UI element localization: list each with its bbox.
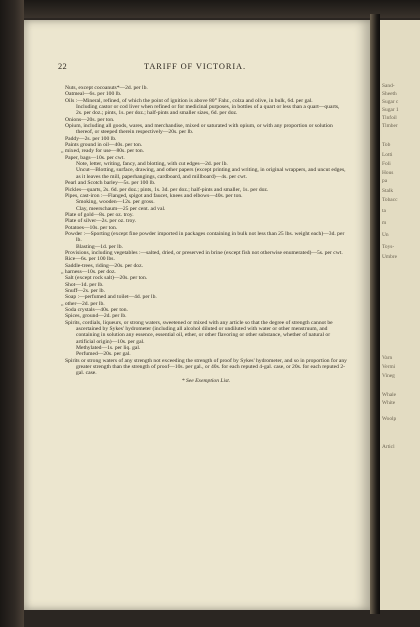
next-page-fragment: Hous — [382, 170, 394, 176]
tariff-entries — [61, 85, 347, 390]
entry-potatoes: Potatoes—10s. per ton. — [65, 224, 118, 231]
entry-salt: Salt (except rock salt)—20s. per ton. — [65, 275, 148, 282]
entry-snuff: Snuff—2s. per lb. — [65, 288, 105, 294]
page-title: TARIFF OF VICTORIA. — [144, 62, 246, 71]
entry-plate-silver: Plate of silver—2s. per oz. troy. — [65, 218, 137, 225]
next-page-fragment: Timber — [382, 123, 398, 129]
entry-powder: Powder :—Sporting (except fine powder imported in packages containing in bulk not less than 25 lbs. weight each)—3d. per lb. — [65, 230, 345, 244]
entry-oatmeal: Oatmeal—6s. per 100 lb. — [65, 91, 122, 98]
footnote: * See Exemption List. — [181, 377, 231, 384]
entry-spices: Spices, ground—2d. per lb. — [65, 313, 127, 320]
entry-paper-note: Note, letter, writing, fancy, and blotting, with cut edges—2d. per lb. — [76, 161, 228, 168]
entry-saddle-trees: Saddle-trees, riding—20s. per doz. — [65, 262, 143, 269]
entry-paper-uncut: Uncut—Blotting, surface, drawing, and other papers (except printing and writing, in original wrappers, and uncut edges, as it leaves the mill, paperhangings, cardboard, and millboard)—4s. per cwt. — [76, 167, 346, 180]
next-page-fragment: ta — [382, 208, 386, 214]
entry-powder-blasting: Blasting—1d. per lb. — [76, 243, 123, 250]
entry-rice: Rice—6s. per 100 lbs. — [65, 256, 115, 263]
next-page-fragment: Vermi — [382, 364, 396, 370]
entry-provisions: Provisions, including vegetables :—salted, dried, or preserved in brine (except fish not otherwise enumerated)—5s. per cwt. — [65, 249, 343, 256]
entry-paints: Paints ground in oil—40s. per ton. — [65, 142, 143, 149]
next-page-fragment: Toys- — [382, 244, 395, 250]
entry-oils-castor: Including castor or cod liver when refined or for medicinal purposes, in bottles of a quart or less than a quart—quarts, 2s. per doz.; pints, 1s. per doz.; half-pints and smaller sizes, 6d. per doz. — [76, 104, 340, 117]
entry-plate-gold: Plate of gold—8s. per oz. troy. — [65, 211, 134, 218]
next-page-fragment: Umbre — [382, 254, 397, 260]
entry-spirits-cordials: Spirits, cordials, liqueurs, or strong waters, sweetened or mixed with any article so that the degree of strength cannot be ascertained by Sykes' hydrometer (including all alcohol diluted or undiluted with water or other menstruum, and containing in solution any essence, essential oil, ether, or other flavoring or other substance, whether of natural or artificial origin)—10s. per gal. — [65, 319, 333, 345]
book-edge-left — [0, 0, 24, 627]
next-page-fragment: Tobacc — [382, 197, 398, 203]
entry-barley: Pearl and Scotch barley—5s. per 100 lb. — [65, 180, 156, 187]
next-page-fragment: Stalk — [382, 188, 394, 194]
next-page-fragment: Sheeth — [382, 91, 397, 97]
next-page-fragment: Sand- — [382, 83, 395, 89]
entry-spirits-methylated: Methylated—1s. per liq. gal. — [76, 345, 141, 352]
entry-pipes-clay: Clay, meerschaum—25 per cent. ad val. — [76, 205, 166, 212]
next-page-edge — [380, 20, 420, 610]
entry-soda: Soda crystals—40s. per ton. — [65, 307, 128, 314]
entry-oils: Oils :—Mineral, refined, of which the point of ignition is above 80° Fahr., colza and olive, in bulk, 6d. per gal. — [65, 97, 313, 104]
next-page-fragment: Lotti — [382, 152, 393, 158]
next-page-fragment: White — [382, 400, 396, 406]
entry-pickles: Pickles—quarts, 2s. 6d. per doz.; pints, 1s. 3d. per doz.; half-pints and smaller, 1s. per doz. — [65, 186, 269, 193]
next-page-fragment: Sugar c — [382, 99, 399, 105]
page-header — [58, 62, 358, 74]
next-page-fragment: Foli — [382, 161, 391, 167]
entry-nuts: Nuts, except cocoanuts*—2d. per lb. — [65, 85, 148, 91]
book-binding-top — [0, 0, 420, 18]
entry-shot: Shot—1d. per lb. — [65, 281, 104, 288]
next-page-fragment: Un — [382, 232, 389, 238]
entry-onions: Onions—20s. per ton. — [65, 116, 115, 123]
next-page-fragment: Whale — [382, 392, 397, 398]
entry-spirits-strong: Spirits or strong waters of any strength not exceeding the strength of proof by Sykes' hydrometer, and so in proportion for any greater strength than the strength of proof—10s. per gal., or 40s. for each reputed 4-gal. case, or 20s. for each reputed 2-gal. case. — [65, 357, 347, 377]
next-page-fragment: m — [382, 220, 387, 226]
entry-pipes: Pipes, cast-iron :—Flanged, spigot and faucet, knees and elbows—40s. per ton. — [65, 192, 243, 199]
entry-opium: Opium, including all goods, wares, and merchandise, mixed or saturated with opium, or with any proportion or solution thereof, or steeped therein respectively—20s. per lb. — [65, 123, 333, 136]
next-page-fragment: Articl — [382, 444, 395, 450]
entry-paper: Paper, bags—10s. per cwt. — [65, 154, 125, 161]
next-page-fragment: Vineg — [382, 373, 395, 379]
next-page-fragment: Sugar 1 — [382, 107, 399, 113]
entry-spirits-perfumed: Perfumed—20s. per gal. — [76, 351, 131, 358]
entry-paddy: Paddy—2s. per 100 lb. — [65, 135, 117, 142]
book-gutter — [370, 14, 380, 614]
next-page-fragment: Tob — [382, 142, 391, 148]
next-page-fragment: pa — [382, 178, 388, 184]
entry-saddle-harness: „ harness—10s. per doz. — [61, 268, 116, 275]
entry-soap-other: „ other—2d. per lb. — [61, 300, 105, 307]
entry-soap: Soap :—perfumed and toilet—4d. per lb. — [65, 294, 157, 301]
page-number: 22 — [58, 62, 67, 71]
next-page-fragment: Varn — [382, 355, 393, 361]
next-page-fragment: Tinfoil — [382, 115, 397, 121]
entry-pipes-smoking: Smoking, wooden—12s. per gross. — [76, 199, 155, 206]
next-page-fragment: Woolp — [382, 416, 397, 422]
entry-paints-mixed: „ mixed, ready for use—80s. per ton. — [61, 148, 145, 155]
